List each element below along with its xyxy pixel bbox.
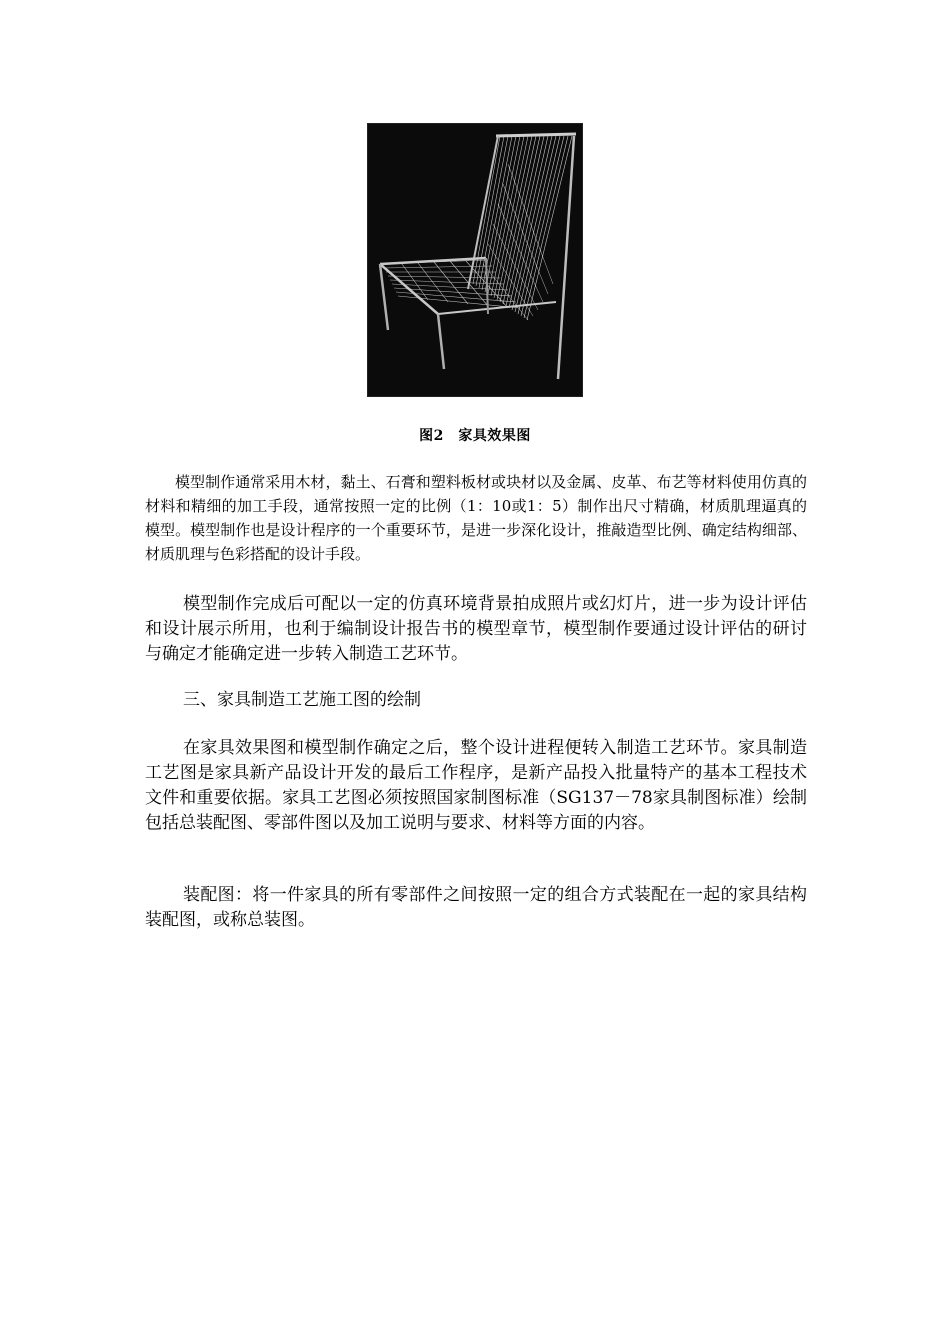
figure-caption: 图2 家具效果图 xyxy=(419,428,531,444)
chair-rendering-image xyxy=(367,123,583,397)
paragraph-model-photography: 模型制作完成后可配以一定的仿真环境背景拍成照片或幻灯片，进一步为设计评估和设计展示所用，也利于编制设计报告书的模型章节，模型制作要通过设计评估的研讨与确定才能确定进一步转入制造工艺环节。 xyxy=(145,594,807,664)
paragraph-manufacturing-drawings: 在家具效果图和模型制作确定之后，整个设计进程便转入制造工艺环节。家具制造工艺图是家具新产品设计开发的最后工作程序，是新产品投入批量特产的基本工程技术文件和重要依据。家具工艺图必须按照国家制图标准（SG137－78家具制图标准）绘制包括总装配图、零部件图以及加工说明与要求、材料等方面的内容。 xyxy=(145,738,807,833)
paragraph-model-making: 模型制作通常采用木材，黏土、石膏和塑料板材或块材以及金属、皮革、布艺等材料使用仿真的材料和精细的加工手段，通常按照一定的比例（1：10或1：5）制作出尺寸精确，材质肌理逼真的模型。模型制作也是设计程序的一个重要环节，是进一步深化设计，推敲造型比例、确定结构细部、材质肌理与色彩搭配的设计手段。 xyxy=(145,473,807,563)
paragraph-assembly-drawing: 装配图：将一件家具的所有零部件之间按照一定的组合方式装配在一起的家具结构装配图，或称总装图。 xyxy=(145,885,807,930)
section-heading: 三、家具制造工艺施工图的绘制 xyxy=(183,690,421,710)
